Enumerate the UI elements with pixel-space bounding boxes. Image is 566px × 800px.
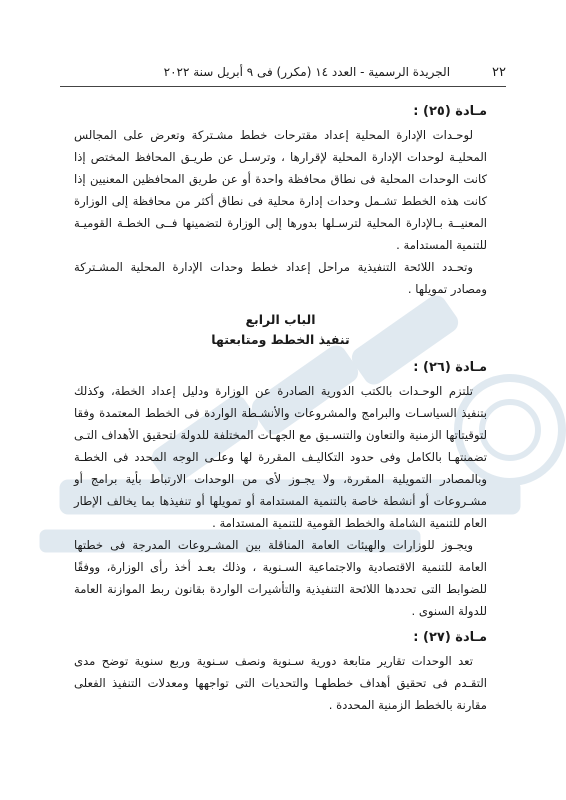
page-header xyxy=(60,60,506,84)
article-27 xyxy=(74,626,487,716)
article-title: مـادة (٢٦) : xyxy=(413,360,487,375)
article-paragraph: وتحـدد اللائحة التنفيذية مراحل إعداد خطط وحدات الإدارة المحلية المشـتركة ومصادر تمويلها . xyxy=(74,260,487,296)
article-paragraph: تلتزم الوحـدات بالكتب الدورية الصادرة عن الوزارة ودليل إعداد الخطة، وكذلك بتنفيذ السياسـات والبرامج والمشروعات والأنشـطة الواردة فى الخطط المعتمدة وفقا لتوقيتاتها الزمنية والتعاون والتنسـيق مع الجهـات المختلفة للدولة لتحقيق الأهداف التـى تضمنتهـا بالكامل وفى حدود التكاليـف المقررة لها وعلـى الوجه المحدد فى الخطـة وبالمصادر التمويلية المقررة، ولا يجـوز لأى من الوحدات الارتباط بأية برامج أو مشـروعات أو أنشطة خاصة بالتنمية المستدامة أو تمويلها أو تنفيذها بما يخالف الإطار العام للتنمية الشاملة والخطط القومية للتنمية المستدامة . xyxy=(74,384,487,530)
chapter-title: الباب الرابع xyxy=(245,312,316,327)
article-paragraph: ويجـوز للوزارات والهيئات العامة المناقلة بين المشـروعات المدرجة فى خطتها العامة للتنمية الاقتصادية والاجتماعية السـنوية ، وذلك بعـد أخذ رأى الوزارة، ووفقًا للضوابط التى تحددها اللائحة التنفيذية والتأشيرات الواردة بقانون ربط الموازنة العامة للدولة السنوى . xyxy=(74,538,487,618)
article-26 xyxy=(74,356,487,622)
article-paragraph: تعد الوحدات تقارير متابعة دورية سـنوية ونصف سـنوية وربع سنوية توضح مدى التقـدم فى تحقيق أهداف خططهـا والتحديات التى تواجهها ومعدلات التنفيذ الفعلى مقارنة بالخطط الزمنية المحددة . xyxy=(74,654,487,712)
article-title: مـادة (٢٧) : xyxy=(413,630,487,645)
page-number: ٢٢ xyxy=(492,64,506,80)
publication-line: الجريدة الرسمية - العدد ١٤ (مكرر) فى ٩ أبريل سنة ٢٠٢٢ xyxy=(163,65,451,79)
article-paragraph: لوحـدات الإدارة المحلية إعداد مقترحات خطط مشـتركة وتعرض على المجالس المحليـة لوحدات الإدارة المحلية لإقرارها ، وترسـل عن طريـق المحافظ المختص إذا كانت الوحدات المحلية فى نطاق محافظة واحدة أو عن طريق المحافظين المعنيين إذا كانت هذه الخطط تشـمل وحدات إدارة محلية فى نطاق أكثر من محافظة إلى الوزارة المعنيــة بـالإدارة المحلية لترسـلها بدورها إلى الوزارة لتضمينها فــى الخطـة القوميـة للتنمية المستدامة . xyxy=(74,128,487,252)
chapter-heading xyxy=(74,310,487,350)
article-title: مـادة (٢٥) : xyxy=(413,104,487,119)
chapter-subtitle: تنفيذ الخطط ومتابعتها xyxy=(211,332,350,347)
page-body xyxy=(74,96,487,716)
header-divider xyxy=(60,86,506,87)
article-25 xyxy=(74,100,487,300)
